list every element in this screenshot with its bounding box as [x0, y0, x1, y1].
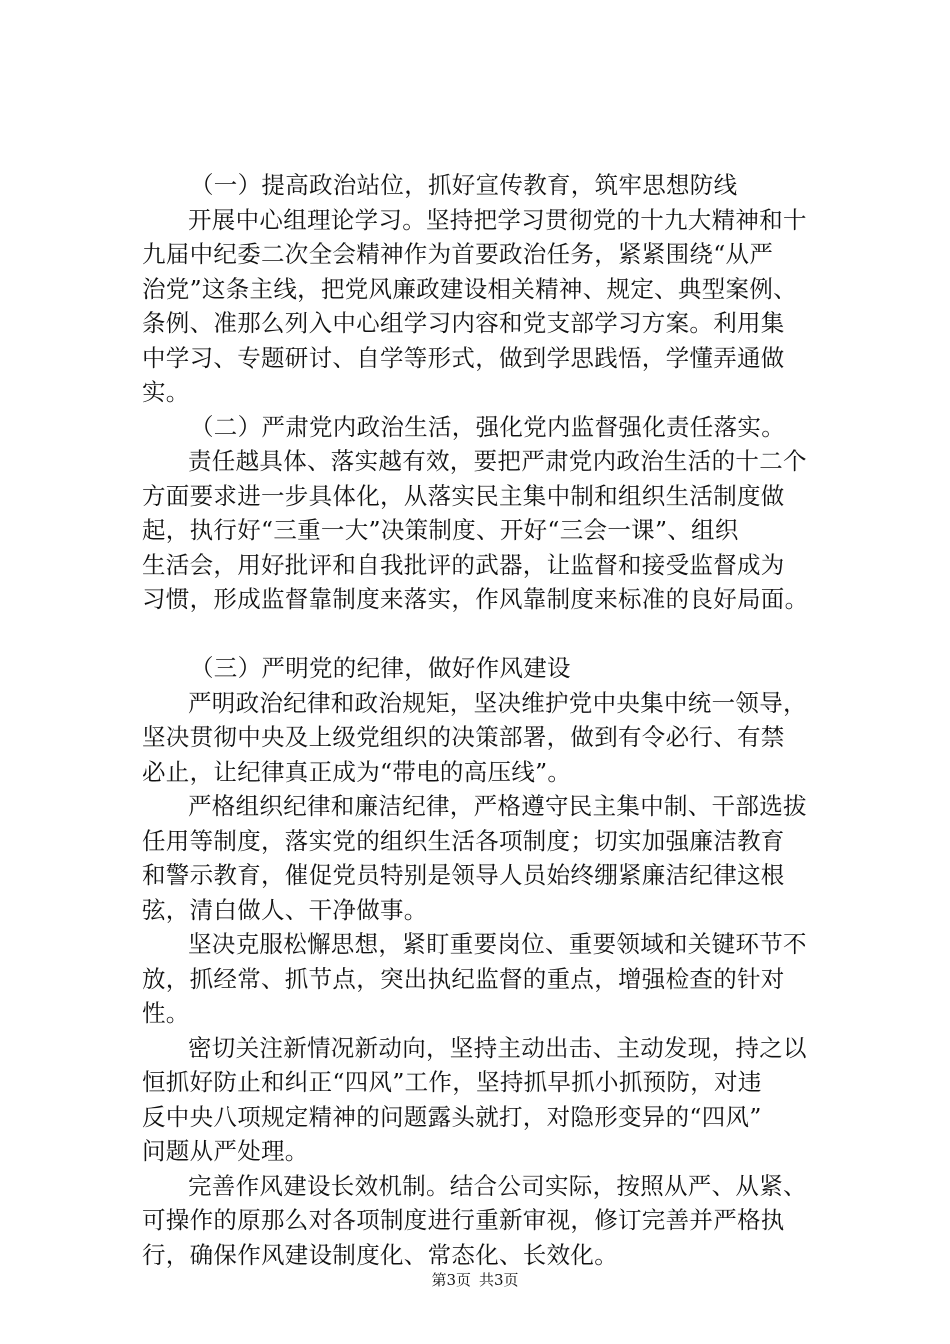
paragraph-line: 可操作的原那么对各项制度进行重新审视，修订完善并严格执 [142, 1206, 785, 1234]
paragraph-line: 开展中心组理论学习。坚持把学习贯彻党的十九大精神和十 [188, 205, 807, 234]
paragraph-line: 弦，清白做人、干净做事。 [142, 895, 428, 924]
paragraph-line: 行，确保作风建设制度化、常态化、长效化。 [142, 1240, 618, 1269]
paragraph-line: 严格组织纪律和廉洁纪律，严格遵守民主集中制、干部选拔 [188, 792, 807, 820]
paragraph-line: 严明政治纪律和政治规矩，坚决维护党中央集中统一领导， [188, 688, 807, 717]
paragraph-line: 性。 [142, 999, 190, 1027]
paragraph-line: 任用等制度，落实党的组织生活各项制度；切实加强廉洁教育 [142, 826, 785, 855]
paragraph-gap [142, 617, 822, 652]
paragraph-line: 完善作风建设长效机制。结合公司实际，按照从严、从紧、 [188, 1171, 807, 1200]
document-body [142, 168, 822, 1272]
paragraph-line: 和警示教育，催促党员特别是领导人员始终绷紧廉洁纪律这根 [142, 861, 785, 889]
paragraph-line: 中学习、专题研讨、自学等形式，做到学思践悟，学懂弄通做 [142, 343, 785, 372]
paragraph-line: 治党”这条主线，把党风廉政建设相关精神、规定、典型案例、 [142, 274, 797, 303]
page-total: 共3页 [479, 1271, 519, 1289]
paragraph-line: 条例、准那么列入中心组学习内容和党支部学习方案。利用集 [142, 309, 785, 337]
paragraph-line: 方面要求进一步具体化，从落实民主集中制和组织生活制度做 [142, 481, 785, 510]
paragraph-line: 生活会，用好批评和自我批评的武器，让监督和接受监督成为 [142, 550, 785, 579]
paragraph-line: 坚决贯彻中央及上级党组织的决策部署，做到有令必行、有禁 [142, 723, 785, 751]
paragraph-line: 恒抓好防止和纠正“四风”工作，坚持抓早抓小抓预防，对违 [142, 1068, 762, 1096]
section-heading-2: （二）严肃党内政治生活，强化党内监督强化责任落实。 [190, 412, 785, 441]
paragraph-line: 习惯，形成监督靠制度来落实，作风靠制度来标准的良好局面。 [142, 585, 809, 613]
paragraph-line: 实。 [142, 378, 190, 406]
page-number: 第3页 [431, 1271, 471, 1289]
paragraph-line: 责任越具体、落实越有效，要把严肃党内政治生活的十二个 [188, 447, 807, 475]
paragraph-line: 反中央八项规定精神的问题露头就打，对隐形变异的“四风” [142, 1102, 762, 1131]
paragraph-line: 起，执行好“三重一大”决策制度、开好“三会一课”、组织 [142, 516, 739, 544]
section-heading-1: （一）提高政治站位，抓好宣传教育，筑牢思想防线 [190, 171, 738, 199]
page-footer [0, 1270, 950, 1290]
paragraph-line: 坚决克服松懈思想，紧盯重要岗位、重要领域和关键环节不 [188, 930, 807, 958]
section-heading-3: （三）严明党的纪律，做好作风建设 [190, 654, 571, 682]
paragraph-line: 问题从严处理。 [142, 1137, 309, 1165]
paragraph-line: 必止，让纪律真正成为“带电的高压线”。 [142, 757, 572, 786]
paragraph-line: 放，抓经常、抓节点，突出执纪监督的重点，增强检查的针对 [142, 964, 785, 993]
paragraph-line: 九届中纪委二次全会精神作为首要政治任务，紧紧围绕“从严 [142, 240, 774, 268]
paragraph-line: 密切关注新情况新动向，坚持主动出击、主动发现，持之以 [188, 1033, 807, 1062]
